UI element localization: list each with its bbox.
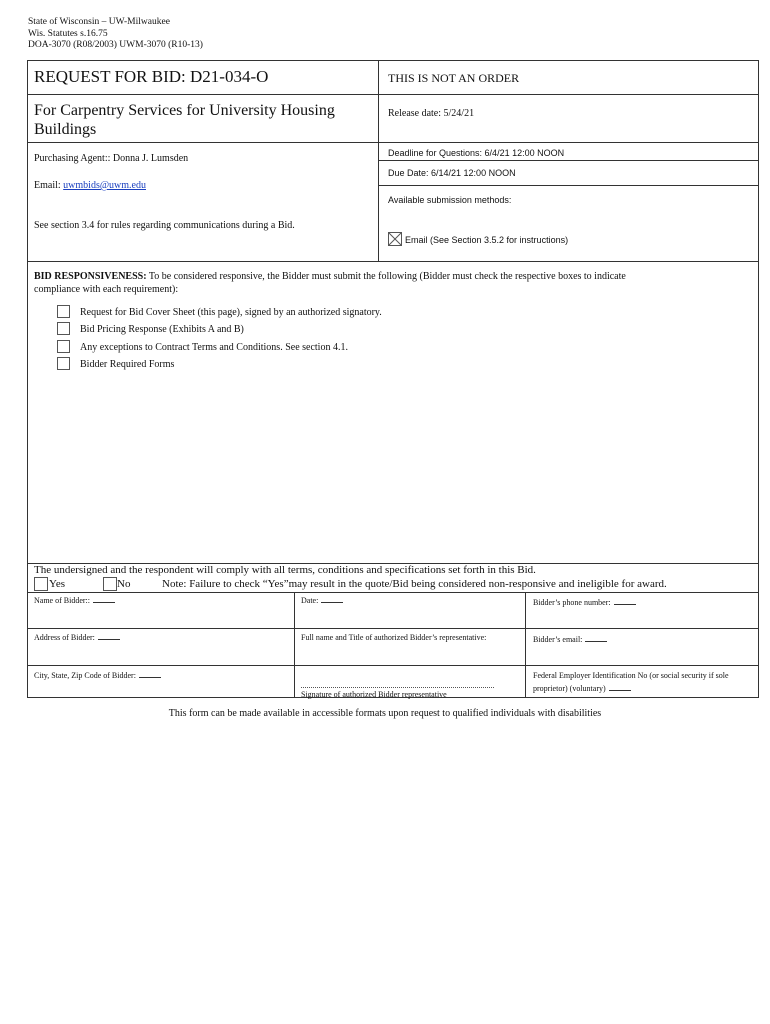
bidder-name-blank [93, 594, 115, 603]
bidder-email-field[interactable] [533, 633, 607, 644]
date-blank [321, 594, 343, 603]
communications-note: See section 3.4 for rules regarding communications during a Bid. [34, 220, 295, 231]
city-state-zip-field[interactable] [34, 669, 161, 680]
yes-label: Yes [49, 578, 66, 590]
requirement-checkbox[interactable] [57, 357, 70, 370]
divider [27, 261, 759, 262]
divider [27, 142, 759, 143]
header-line-1: State of Wisconsin – UW-Milwaukee [28, 17, 170, 27]
due-date: Due Date: 6/14/21 12:00 NOON [388, 168, 516, 178]
bidder-name-field[interactable] [34, 594, 115, 605]
no-checkbox[interactable] [103, 577, 117, 591]
date-label: Date: [301, 596, 319, 605]
address-field[interactable] [34, 631, 120, 642]
requirement-checkbox[interactable] [57, 305, 70, 318]
city-state-zip-label: City, State, Zip Code of Bidder: [34, 671, 136, 680]
fein-label-line-1: Federal Employer Identification No (or social security if sole [533, 671, 729, 680]
questions-deadline: Deadline for Questions: 6/4/21 12:00 NOON [388, 148, 565, 158]
signature-label: Signature of authorized Bidder representative [301, 690, 447, 699]
representative-name-field[interactable] [301, 633, 486, 642]
divider [378, 185, 759, 186]
compliance-statement: The undersigned and the respondent will comply with all terms, conditions and specifications set forth in this Bid. [34, 564, 536, 576]
representative-name-label: Full name and Title of authorized Bidder’s representative: [301, 633, 487, 642]
divider [27, 628, 759, 629]
city-state-zip-blank [139, 669, 161, 678]
bidder-email-label: Bidder’s email: [533, 635, 583, 644]
divider [27, 94, 759, 95]
requirement-label: Bid Pricing Response (Exhibits A and B) [80, 324, 244, 335]
bidder-email-blank [585, 633, 607, 642]
fein-label-line-2: proprietor) (voluntary) [533, 684, 606, 693]
submission-methods-label: Available submission methods: [388, 195, 512, 205]
column-divider [294, 592, 295, 698]
phone-field[interactable] [533, 596, 636, 607]
fein-field[interactable] [533, 682, 631, 693]
requirement-label: Any exceptions to Contract Terms and Conditions. See section 4.1. [80, 342, 348, 353]
header-line-3: DOA-3070 (R08/2003) UWM-3070 (R10-13) [28, 40, 203, 50]
email-line [34, 180, 146, 191]
responsiveness-text-1: To be considered responsive, the Bidder must submit the following (Bidder must check the respective boxes to indicate [146, 271, 626, 282]
form-header [28, 17, 203, 52]
signature-line[interactable] [301, 687, 494, 688]
failure-note: Note: Failure to check “Yes”may result in the quote/Bid being considered non-responsive and ineligible for award. [162, 578, 667, 590]
page-subtitle: For Carpentry Services for University Housing Buildings [34, 102, 335, 138]
responsiveness-heading: BID RESPONSIVENESS: [34, 271, 147, 282]
divider [27, 665, 759, 666]
requirement-label: Request for Bid Cover Sheet (this page), signed by an authorized signatory. [80, 307, 382, 318]
no-label: No [117, 578, 131, 590]
requirement-checkbox[interactable] [57, 340, 70, 353]
email-link[interactable]: uwmbids@uwm.edu [63, 180, 146, 191]
column-divider [525, 592, 526, 698]
email-checkbox-checked-icon[interactable] [388, 232, 402, 246]
page-title: REQUEST FOR BID: D21-034-O [34, 67, 269, 86]
divider [378, 160, 759, 161]
yes-checkbox[interactable] [34, 577, 48, 591]
responsiveness-line-1 [34, 271, 626, 282]
divider [27, 592, 759, 593]
responsiveness-text-2: compliance with each requirement): [34, 284, 179, 295]
not-an-order: THIS IS NOT AN ORDER [388, 71, 520, 85]
date-field[interactable] [301, 594, 343, 605]
email-label: Email: [34, 180, 61, 191]
submission-email-method: Email (See Section 3.5.2 for instructions) [405, 235, 569, 245]
address-label: Address of Bidder: [34, 633, 95, 642]
release-date: Release date: 5/24/21 [388, 108, 475, 119]
phone-blank [614, 596, 636, 605]
fein-blank [609, 682, 631, 691]
bidder-name-label: Name of Bidder:: [34, 596, 90, 605]
purchasing-agent: Purchasing Agent:: Donna J. Lumsden [34, 153, 189, 164]
header-line-2: Wis. Statutes s.16.75 [28, 28, 108, 39]
requirement-checkbox[interactable] [57, 322, 70, 335]
column-divider [378, 60, 379, 262]
phone-label: Bidder’s phone number: [533, 598, 611, 607]
requirement-label: Bidder Required Forms [80, 359, 175, 370]
accessibility-footer: This form can be made available in accessible formats upon request to qualified individuals with disabilities [168, 708, 602, 719]
address-blank [98, 631, 120, 640]
